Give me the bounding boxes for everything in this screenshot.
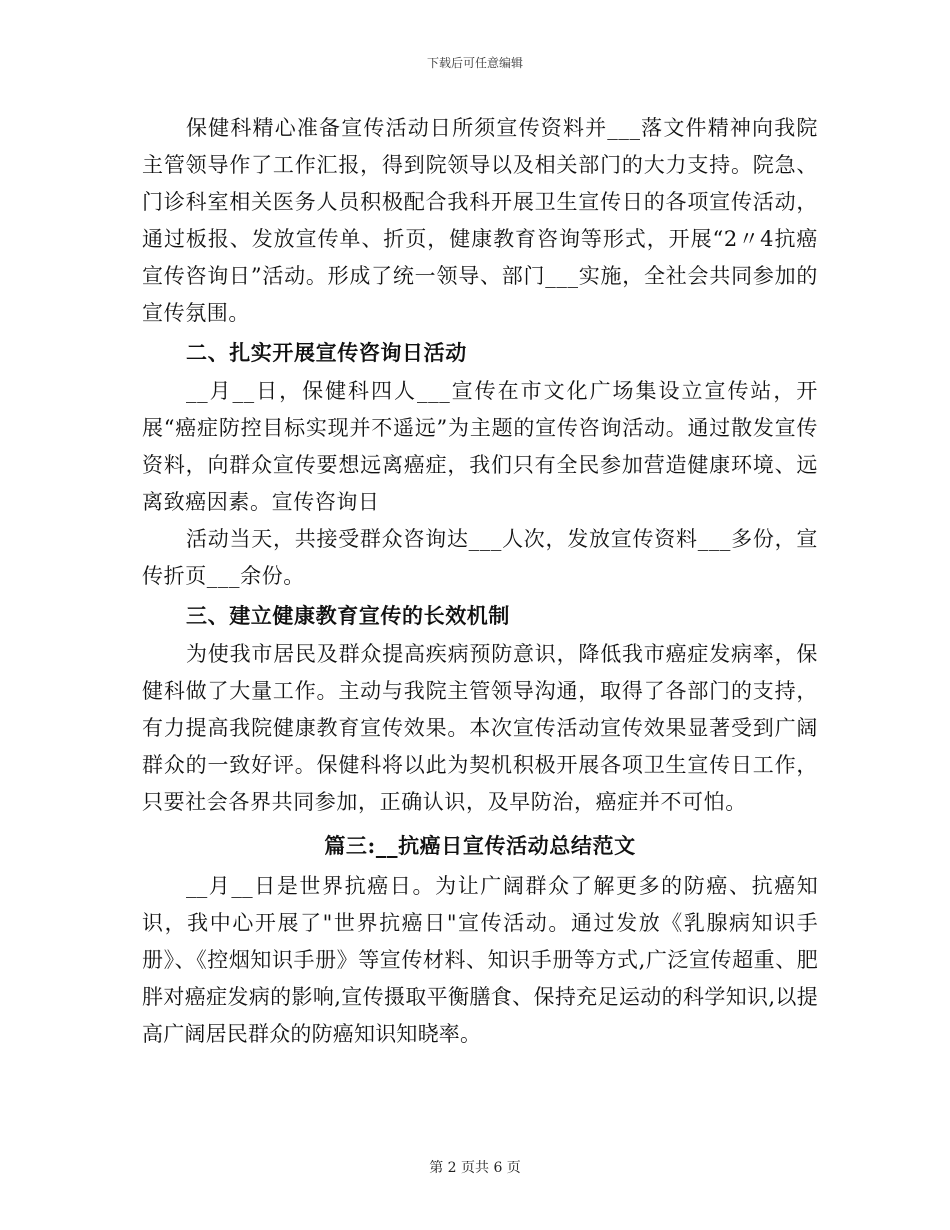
section-heading-consultation-day: 二、扎实开展宣传咨询日活动 — [186, 340, 467, 365]
section-heading-long-term-mechanism: 三、建立健康教育宣传的长效机制 — [186, 603, 510, 628]
document-body — [142, 110, 818, 1053]
page-header: 下载后可任意编辑 — [426, 56, 523, 70]
paragraph-consultation-activity: __月__日，保健科四人___宣传在市文化广场集设立宣传站，开展“癌症防控目标实现并不遥远”为主题的宣传咨询活动。通过散发宣传资料，向群众宣传要想远离癌症，我们只有全民参加营造健康环境、远离致癌因素。宣传咨询日 — [142, 379, 818, 514]
paragraph-publicity-preparation: 保健科精心准备宣传活动日所须宣传资料并___落文件精神向我院主管领导作了工作汇报，得到院领导以及相关部门的大力支持。院急、门诊科室相关医务人员积极配合我科开展卫生宣传日的各项宣传活动，通过板报、发放宣传单、折页，健康教育咨询等形式，开展“2〃4抗癌宣传咨询日”活动。形成了统一领导、部门___实施，全社会共同参加的宣传氛围。 — [142, 116, 818, 325]
page-footer: 第 2 页共 6 页 — [429, 1160, 521, 1176]
paragraph-activity-statistics: 活动当天，共接受群众咨询达___人次，发放宣传资料___多份，宣传折页___余份。 — [142, 527, 818, 588]
paragraph-world-cancer-day: __月__日是世界抗癌日。为让广阔群众了解更多的防癌、抗癌知识，我中心开展了"世界抗癌日"宣传活动。通过发放《乳腺病知识手册》、《控烟知识手册》等宣传材料、知识手册等方式,广泛宣传超重、肥胖对癌症发病的影响,宣传摄取平衡膳食、保持充足运动的科学知识,以提高广阔居民群众的防癌知识知晓率。 — [142, 874, 818, 1046]
paragraph-long-term-mechanism: 为使我市居民及群众提高疾病预防意识，降低我市癌症发病率，保健科做了大量工作。主动与我院主管领导沟通，取得了各部门的支持，有力提高我院健康教育宣传效果。本次宣传活动宣传效果显著受到广阔群众的一致好评。保健科将以此为契机积极开展各项卫生宣传日工作，只要社会各界共同参加，正确认识，及早防治，癌症并不可怕。 — [142, 642, 818, 814]
article-title-part-three: 篇三:__抗癌日宣传活动总结范文 — [324, 833, 636, 858]
